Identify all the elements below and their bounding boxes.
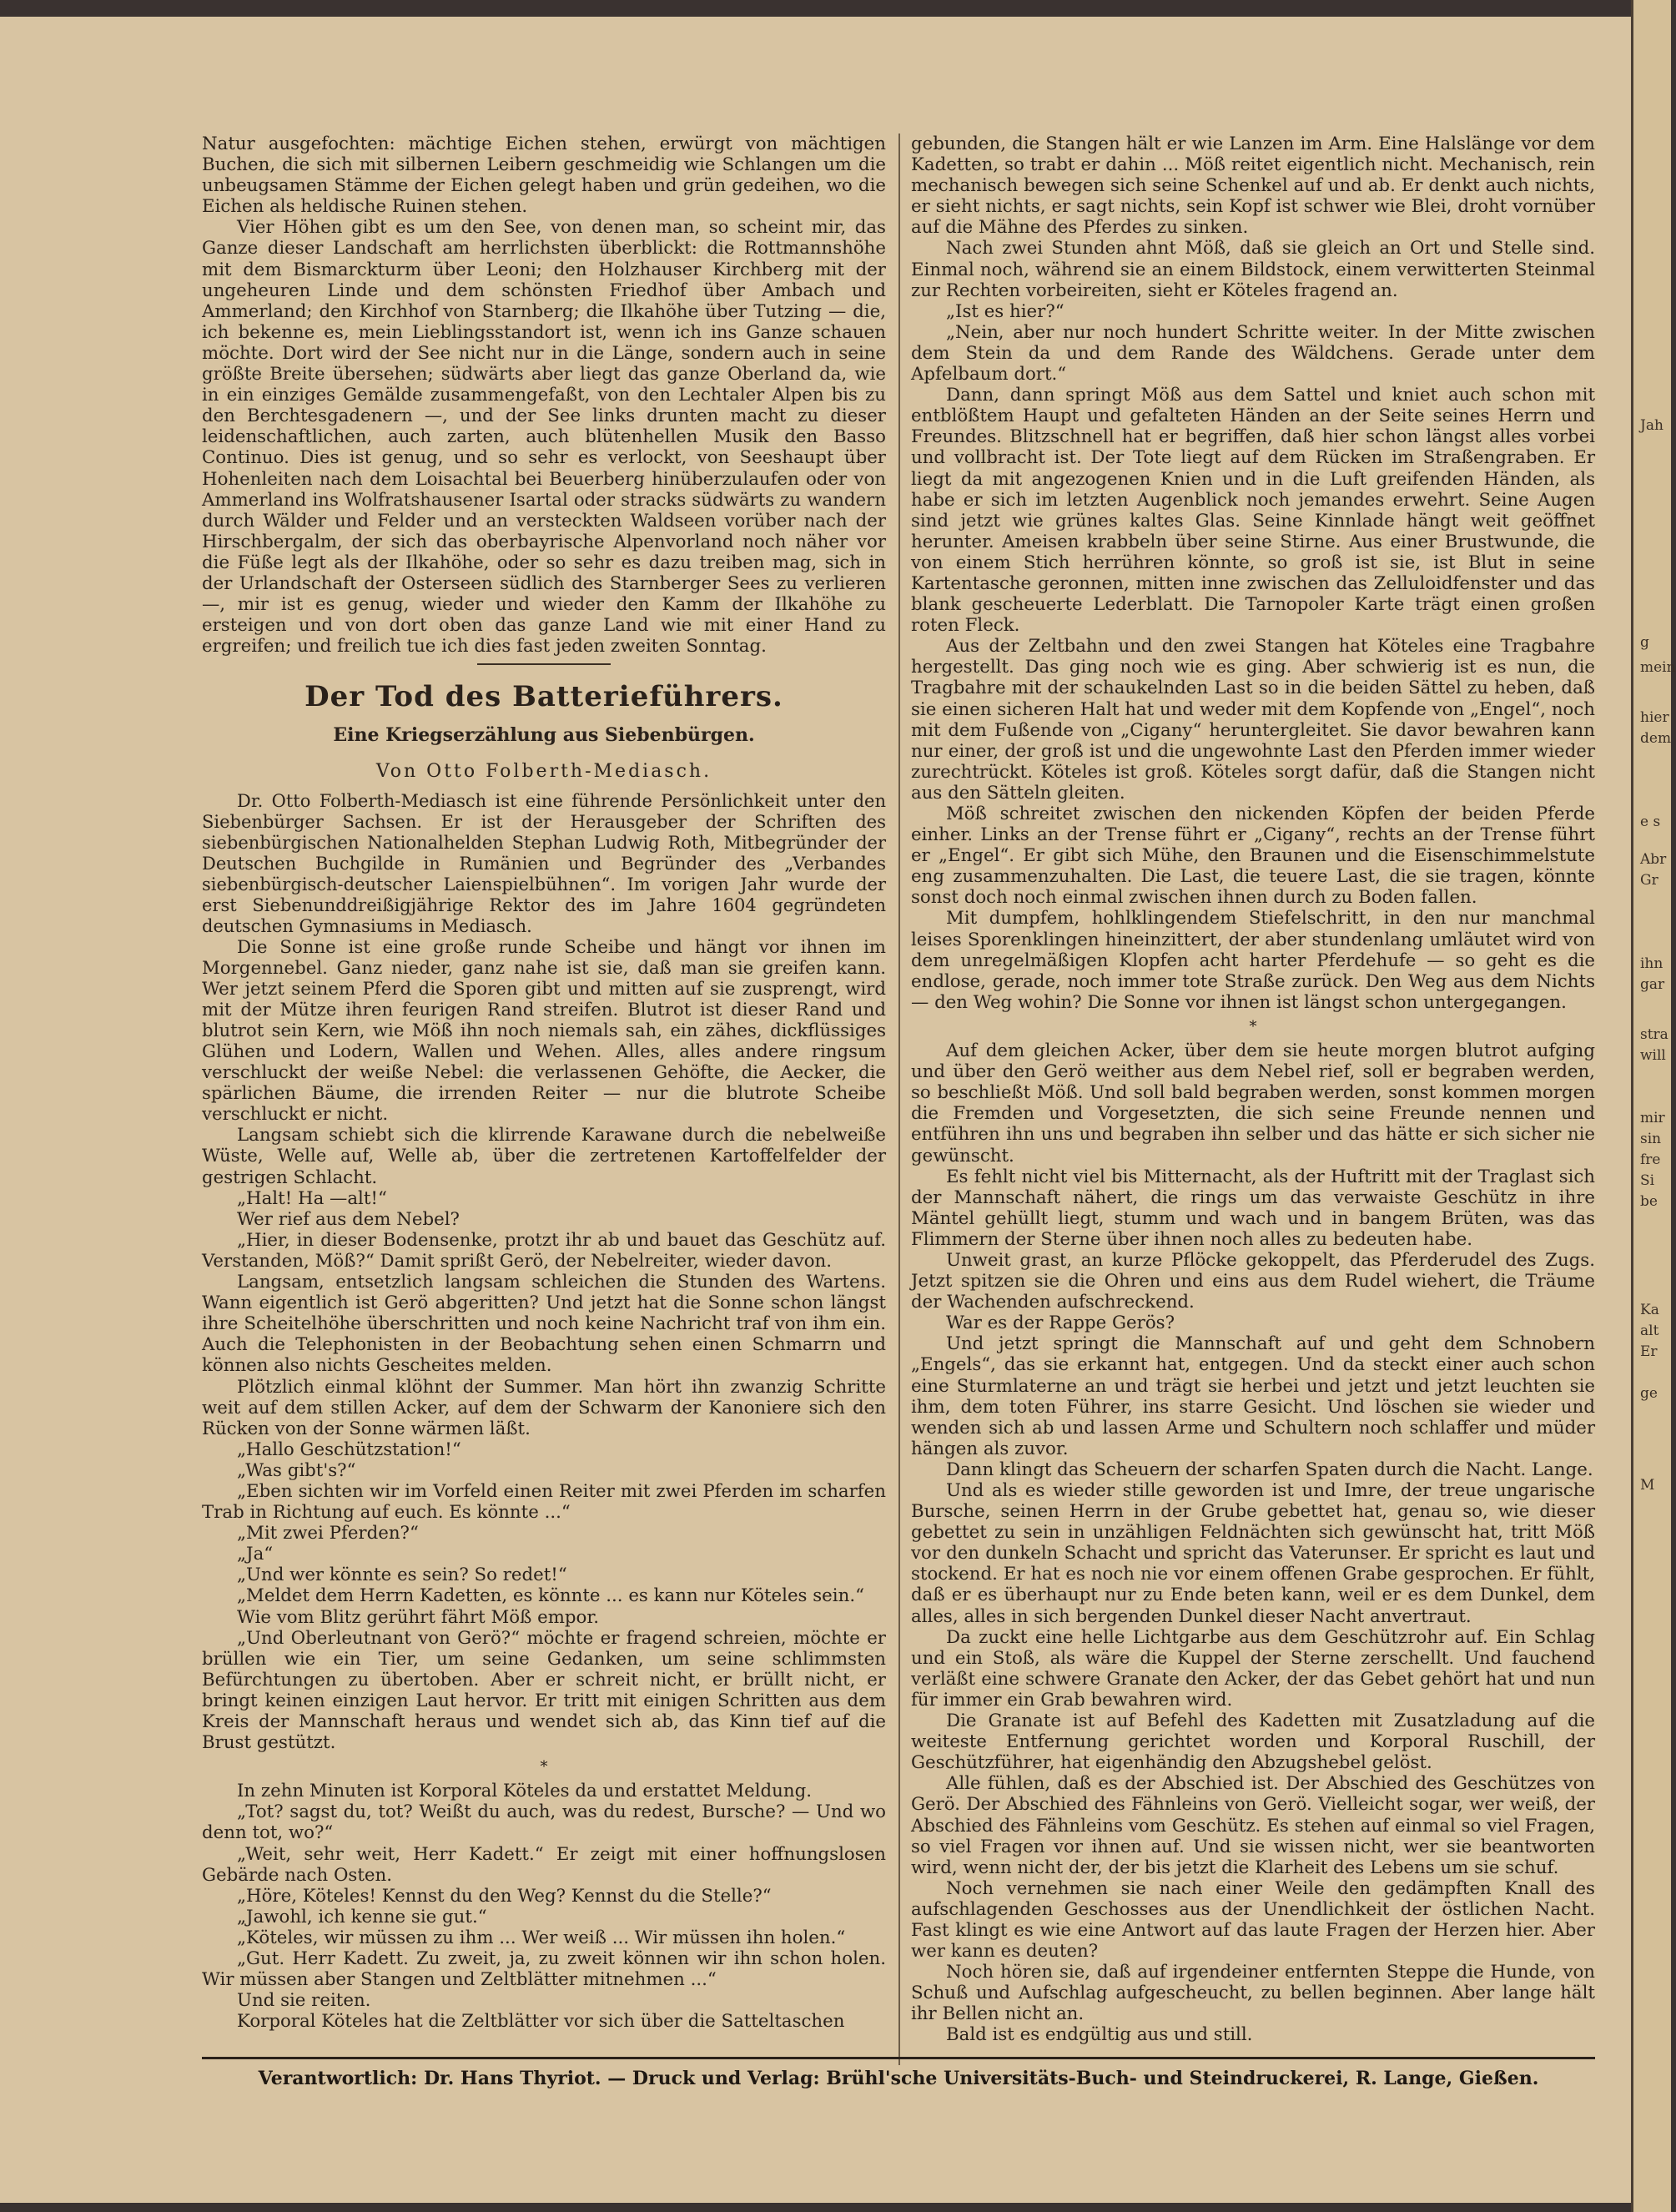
paragraph: Langsam schiebt sich die klirrende Karawane durch die nebelweiße Wüste, Welle auf, Welle ab, über die zertretenen Kartoffelfelder der gestrigen Schlacht. bbox=[202, 1125, 886, 1188]
paragraph: „Jawohl, ich kenne sie gut.“ bbox=[237, 1906, 487, 1927]
paragraph: Und als es wieder stille geworden ist und Imre, der treue ungarische Bursche, seinen Herrn in der Grube gebettet hat, genau so, wie dieser gebettet zu sein in unzähligen Feldnächten sich gewünscht hat, tritt Möß vor den dunkeln Schacht und spricht das Vaterunser. Er spricht es laut und stockend. Er hat es noch nie vor einem offenen Grabe gesprochen. Er fühlt, daß er es überhaupt nur zu Ende beten kann, weil er es dem Dunkel, dem alles, alles in sich bergenden Dunkel dieser Nacht anvertraut. bbox=[911, 1480, 1595, 1627]
edge-fragment: ge bbox=[1640, 1385, 1658, 1402]
edge-fragment: Gr bbox=[1640, 872, 1658, 889]
paragraph: „Meldet dem Herrn Kadetten, es könnte ... es kann nur Köteles sein.“ bbox=[237, 1585, 864, 1607]
paragraph: Plötzlich einmal klöhnt der Summer. Man hört ihn zwanzig Schritte weit auf dem stillen Acker, auf dem der Schwarm der Kanoniere sich den Rücken von der Sonne wärmen läßt. bbox=[202, 1376, 886, 1439]
paragraph: Dann, dann springt Möß aus dem Sattel und kniet auch schon mit entblößtem Haupt und gefalteten Händen an der Seite seines Herrn und Freundes. Blitzschnell hat er begriffen, daß hier schon längst alles vorbei und vollbracht ist. Der Tote liegt auf dem Rücken im Straßengraben. Er liegt da mit angezogenen Knien und in die Luft greifenden Händen, als habe er sich im letzten Augenblick noch jemandes erwehrt. Seine Augen sind jetzt wie grünes kaltes Glas. Seine Kinnlade hängt weit geöffnet herunter. Ameisen krabbeln über seine Stirne. Aus einer Brustwunde, die von einem Stich herrühren könnte, so groß ist sie, ist Blut in seine Kartentasche geronnen, mitten inne zwischen das Zelluloidfenster und das blank gescheuerte Lederblatt. Die Tarnopoler Karte trägt einen großen roten Fleck. bbox=[911, 385, 1595, 637]
edge-fragment: mir bbox=[1640, 1110, 1665, 1126]
edge-fragment: ihn bbox=[1640, 955, 1663, 972]
edge-fragment: alt bbox=[1640, 1323, 1659, 1339]
paragraph: Da zuckt eine helle Lichtgarbe aus dem Geschützrohr auf. Ein Schlag und ein Stoß, als wäre die Kuppel der Sterne zerschellt. Und fauchend verläßt eine schwere Granate den Acker, der das Gebet gehört hat und nun für immer ein Grab bewahren wird. bbox=[911, 1626, 1595, 1711]
author-intro: Dr. Otto Folberth-Mediasch ist eine führende Persönlichkeit unter den Siebenbürger Sachsen. Er ist der Herausgeber der Schriften des siebenbürgischen Nationalhelden Stephan Ludwig Roth, Mitbegründer der Deutschen Buchgilde in Rumänien und Begründer des „Verbandes siebenbürgisch-deutscher Laienspielbühnen“. Im vorigen Jahr wurde der erst Siebenunddreißigjährige Rektor des im Jahre 1604 gegründeten deutschen Gymnasiums in Mediasch. bbox=[202, 790, 886, 936]
paragraph: Natur ausgefochten: mächtige Eichen stehen, erwürgt von mächtigen Buchen, die sich mit silbernen Leibern geschmeidig wie Schlangen um die unbeugsamen Stämme der Eichen gelegt haben und grün gedeihen, wo die Eichen als heldische Ruinen stehen. bbox=[202, 134, 886, 218]
paragraph: „Und wer könnte es sein? So redet!“ bbox=[237, 1565, 567, 1586]
paragraph: „Eben sichten wir im Vorfeld einen Reiter mit zwei Pferden im scharfen Trab in Richtung auf euch. Es könnte ...“ bbox=[202, 1480, 886, 1524]
paragraph: Und jetzt springt die Mannschaft auf und geht dem Schnobern „Engels“, das sie erkannt hat, entgegen. Und da steckt einer auch schon eine Sturmlaterne an und trägt sie herbei und jetzt und jetzt leuchten sie ihm, dem toten Führer, ins starre Gesicht. Und löschen sie wieder und wenden sich ab und lassen Arme und Schultern noch schlaffer und müder hängen als zuvor. bbox=[911, 1333, 1595, 1459]
paragraph: „Und Oberleutnant von Gerö?“ möchte er fragend schreien, möchte er brüllen wie ein Tier, um seine Gedanken, um seine schlimmsten Befürchtungen zu übertoben. Aber er schreit nicht, er brüllt nicht, er bringt keinen einzigen Laut hervor. Er tritt mit einigen Schritten aus dem Kreis der Mannschaft heraus und wendet sich ab, das Kinn tief auf die Brust gestützt. bbox=[202, 1627, 886, 1754]
story-title: Der Tod des Batterieführers. bbox=[304, 680, 783, 714]
edge-fragment: fre bbox=[1640, 1151, 1661, 1168]
edge-fragment: will bbox=[1640, 1047, 1666, 1064]
section-star: * bbox=[540, 1758, 548, 1776]
left-column bbox=[202, 134, 886, 2032]
edge-fragment: Jah bbox=[1640, 417, 1663, 434]
edge-fragment: stra bbox=[1640, 1026, 1668, 1043]
paragraph: Auf dem gleichen Acker, über dem sie heute morgen blutrot aufging und über den Gerö weither aus dem Nebel rief, soll er begraben werden, so beschließt Möß. Und soll bald begraben werden, sonst kommen morgen die Fremden und Vorgesetzten, die sich seine Freunde nennen und entführen ihn uns und begraben ihn selber und das hätte er sich sicher nie gewünscht. bbox=[911, 1040, 1595, 1166]
paragraph: Dann klingt das Scheuern der scharfen Spaten durch die Nacht. Lange. bbox=[946, 1459, 1593, 1480]
edge-fragment: Abr bbox=[1640, 851, 1667, 868]
paragraph: In zehn Minuten ist Korporal Köteles da und erstattet Meldung. bbox=[237, 1781, 813, 1802]
paragraph: „Hier, in dieser Bodensenke, protzt ihr ab und bauet das Geschütz auf. Verstanden, Möß?“ Damit sprißt Gerö, der Nebelreiter, wieder davon. bbox=[202, 1229, 886, 1272]
column-divider bbox=[898, 134, 900, 2065]
paragraph: „Mit zwei Pferden?“ bbox=[237, 1523, 419, 1544]
paragraph: Die Sonne ist eine große runde Scheibe und hängt vor ihnen im Morgennebel. Ganz nieder, ganz nahe ist sie, daß man sie greifen kann. Wer jetzt seinem Pferd die Sporen gibt und mitten auf sie zusprengt, wird mit der Mütze ihren feurigen Rand streifen. Blutrot ist dieser Rand und blutrot sein Kern, wie Möß ihn noch niemals sah, ein zähes, dickflüssiges Glühen und Lodern, Wallen und Wehen. Alles, alles andere ringsum verschluckt der weiße Nebel: die verlassenen Gehöfte, die Aecker, die spärlichen Bäume, die irrenden Reiter — nur die blutrote Scheibe verschluckt er nicht. bbox=[202, 936, 886, 1126]
right-column bbox=[911, 134, 1595, 2046]
newspaper-page bbox=[0, 17, 1640, 2203]
paragraph: „Tot? sagst du, tot? Weißt du auch, was du redest, Bursche? — Und wo denn tot, wo?“ bbox=[202, 1801, 886, 1844]
paragraph: gebunden, die Stangen hält er wie Lanzen im Arm. Eine Halslänge vor dem Kadetten, so trabt er dahin ... Möß reitet eigentlich nicht. Mechanisch, rein mechanisch bewegen sich seine Schenkel auf und ab. Er denkt auch nichts, er sieht nichts, er sagt nichts, sein Kopf ist schwer wie Blei, droht vornüber auf die Mähne des Pferdes zu sinken. bbox=[911, 134, 1595, 239]
paragraph: „Ist es hier?“ bbox=[946, 300, 1064, 322]
edge-fragment: e s bbox=[1640, 814, 1661, 830]
edge-fragment: sin bbox=[1640, 1131, 1662, 1147]
paragraph: Korporal Köteles hat die Zeltblätter vor sich über die Satteltaschen bbox=[237, 2011, 845, 2033]
edge-fragment: dem bbox=[1640, 730, 1672, 747]
paragraph: „Höre, Köteles! Kennst du den Weg? Kennst du die Stelle?“ bbox=[237, 1885, 772, 1907]
paragraph: „Nein, aber nur noch hundert Schritte weiter. In der Mitte zwischen dem Stein da und dem Rande des Wäldchens. Gerade unter dem Apfelbaum dort.“ bbox=[911, 321, 1595, 385]
paragraph: „Köteles, wir müssen zu ihm ... Wer weiß ... Wir müssen ihn holen.“ bbox=[237, 1927, 846, 1948]
paragraph: Es fehlt nicht viel bis Mitternacht, als der Huftritt mit der Traglast sich der Mannschaft nähert, die rings um das verwaiste Geschütz in ihre Mäntel gehüllt liegt, stumm und wach und in bangem Brüten, was das Flimmern der Sterne über ihnen noch alles zu bedeuten habe. bbox=[911, 1166, 1595, 1250]
adjacent-page-edge bbox=[1631, 0, 1676, 2212]
paragraph: „Hallo Geschützstation!“ bbox=[237, 1439, 461, 1460]
footer-rule bbox=[202, 2057, 1595, 2059]
section-star: * bbox=[1249, 1017, 1257, 1035]
paragraph: „Was gibt's?“ bbox=[237, 1459, 356, 1481]
paragraph: Wie vom Blitz gerührt fährt Möß empor. bbox=[237, 1606, 599, 1628]
paragraph: War es der Rappe Gerös? bbox=[946, 1313, 1175, 1334]
edge-fragment: be bbox=[1640, 1193, 1658, 1210]
paragraph: Aus der Zeltbahn und den zwei Stangen hat Köteles eine Tragbahre hergestellt. Das ging noch wie es ging. Aber schwierig ist es nun, die Tragbahre mit der schaukelnden Last so in die beiden Sättel zu heben, daß sie einen sicheren Halt hat und weder mit dem Kopfende von „Engel“, noch mit dem Fußende von „Cigany“ heruntergleitet. Sie davor bewahren kann nur einer, der groß ist und die ungewohnte Last den Pferden immer wieder zurechtrückt. Köteles ist groß. Köteles sorgt dafür, daß die Stangen nicht aus den Sätteln gleiten. bbox=[911, 636, 1595, 804]
story-author: Von Otto Folberth-Mediasch. bbox=[375, 761, 712, 783]
edge-fragment: mein bbox=[1640, 659, 1676, 676]
edge-fragment: Er bbox=[1640, 1343, 1658, 1360]
section-divider bbox=[477, 663, 611, 665]
edge-fragment: Si bbox=[1640, 1172, 1655, 1189]
paragraph: Noch hören sie, daß auf irgendeiner entfernten Steppe die Hunde, von Schuß und Aufschlag aufgescheucht, zu bellen beginnen. Aber lange hält ihr Bellen nicht an. bbox=[911, 1962, 1595, 2025]
edge-fragment: Ka bbox=[1640, 1302, 1659, 1318]
paragraph: Und sie reiten. bbox=[237, 1990, 371, 2012]
paragraph: Die Granate ist auf Befehl des Kadetten mit Zusatzladung auf die weiteste Entfernung gerichtet worden und Korporal Ruschill, der Geschützführer, hat eigenhändig den Abzugshebel gelöst. bbox=[911, 1711, 1595, 1774]
imprint-footer: Verantwortlich: Dr. Hans Thyriot. — Druck und Verlag: Brühl'sche Universitäts-Buch- und Steindruckerei, R. Lange, Gießen. bbox=[258, 2068, 1539, 2089]
paragraph: „Gut. Herr Kadett. Zu zweit, ja, zu zweit können wir ihn schon holen. Wir müssen aber Stangen und Zeltblätter mitnehmen ...“ bbox=[202, 1948, 886, 1991]
edge-fragment: hier bbox=[1640, 709, 1669, 726]
edge-fragment: gar bbox=[1640, 976, 1665, 993]
paragraph: „Ja“ bbox=[237, 1544, 274, 1565]
paragraph: Wer rief aus dem Nebel? bbox=[237, 1208, 460, 1230]
paragraph: Mit dumpfem, hohlklingendem Stiefelschritt, in den nur manchmal leises Sporenklingen hineinzittert, der aber stundenlang umläutet wird von dem unregelmäßigen Klopfen acht harter Pferdehufe — so geht es die endlose, gerade, noch immer tote Straße zurück. Den Weg aus dem Nichts — den Weg wohin? Die Sonne vor ihnen ist längst schon untergegangen. bbox=[911, 908, 1595, 1013]
paragraph: Noch vernehmen sie nach einer Weile den gedämpften Knall des aufschlagenden Geschosses aus der Unendlichkeit der östlichen Nacht. Fast klingt es wie eine Antwort auf das laute Fragen der Herzen hier. Aber wer kann es deuten? bbox=[911, 1877, 1595, 1963]
paragraph: Bald ist es endgültig aus und still. bbox=[946, 2024, 1253, 2046]
paragraph: „Weit, sehr weit, Herr Kadett.“ Er zeigt mit einer hoffnungslosen Gebärde nach Osten. bbox=[202, 1843, 886, 1886]
paragraph: Nach zwei Stunden ahnt Möß, daß sie gleich an Ort und Stelle sind. Einmal noch, während sie an einem Bildstock, einem verwitterten Steinmal zur Rechten vorbeireiten, sieht er Köteles fragend an. bbox=[911, 238, 1595, 301]
story-subtitle: Eine Kriegserzählung aus Siebenbürgen. bbox=[333, 724, 755, 747]
paragraph: Vier Höhen gibt es um den See, von denen man, so scheint mir, das Ganze dieser Landschaft am herrlichsten überblickt: die Rottmannshöhe mit dem Bismarckturm über Leoni; den Holzhauser Kirchberg mit der ungeheuren Linde und dem schönsten Friedhof über Ambach und Ammerland; den Kirchhof von Starnberg; die Ilkahöhe über Tutzing — die, ich bekenne es, mein Lieblingsstandort ist, wenn ich ins Ganze schauen möchte. Dort wird der See nicht nur in die Länge, sondern auch in seine größte Breite übersehen; südwärts aber liegt das ganze Oberland da, wie in ein einziges Gemälde zusammengefaßt, von den Lechtaler Alpen bis zu den Berchtesgadenern —, und der See links drunten macht zu dieser leidenschaftlichen, auch zarten, auch blütenhellen Musik den Basso Continuo. Dies ist genug, und so sehr es verlockt, von Seeshaupt über Hohenleiten nach dem Loisachtal bei Beuerberg hinüberzulaufen oder von Ammerland ins Wolfratshausener Isartal oder stracks südwärts zu wandern durch Wälder und Felder und an versteckten Waldseen vorüber nach der Hirschbergalm, der sich das oberbayrische Alpenvorland noch näher vor die Füße legt als der Ilkahöhe, oder so sehr es dazu treiben mag, sich in der Urlandschaft der Osterseen südlich des Starnberger Sees zu verlieren —, mir ist es genug, wieder und wieder den Kamm der Ilkahöhe zu ersteigen und von dort oben das ganze Land wie mit einer Hand zu ergreifen; und freilich tue ich dies fast jeden zweiten Sonntag. bbox=[202, 217, 886, 658]
paragraph: Möß schreitet zwischen den nickenden Köpfen der beiden Pferde einher. Links an der Trense führt er „Cigany“, rechts an der Trense führt er „Engel“. Er gibt sich Mühe, den Braunen und die Eisenschimmelstute eng zusammenzuhalten. Die Last, die teuere Last, die sie tragen, könnte sonst doch noch einmal zwischen ihnen durch zu Boden fallen. bbox=[911, 804, 1595, 909]
edge-fragment: M bbox=[1640, 1477, 1655, 1494]
paragraph: Unweit grast, an kurze Pflöcke gekoppelt, das Pferderudel des Zugs. Jetzt spitzen sie die Ohren und eins aus dem Rudel wiehert, die Träume der Wachenden aufschreckend. bbox=[911, 1249, 1595, 1313]
paragraph: „Halt! Ha —alt!“ bbox=[237, 1187, 387, 1209]
paragraph: Alle fühlen, daß es der Abschied ist. Der Abschied des Geschützes von Gerö. Der Abschied des Fähnleins von Gerö. Vielleicht sogar, wer weiß, der Abschied des Fähnleins vom Geschütz. Es stehen auf einmal so viel Fragen, so viel Fragen vor ihnen auf. Und sie wissen nicht, wer sie beantworten wird, wenn nicht der, der bis jetzt die Klarheit des Lebens um sie schuf. bbox=[911, 1773, 1595, 1878]
paragraph: Langsam, entsetzlich langsam schleichen die Stunden des Wartens. Wann eigentlich ist Gerö abgeritten? Und jetzt hat die Sonne schon längst ihre Scheitelhöhe überschritten und noch keine Nachricht traf von ihm ein. Auch die Telephonisten in der Beobachtung sehen einen Schmarrn und können also nichts Gescheites melden. bbox=[202, 1272, 886, 1377]
edge-fragment: g bbox=[1640, 634, 1649, 651]
